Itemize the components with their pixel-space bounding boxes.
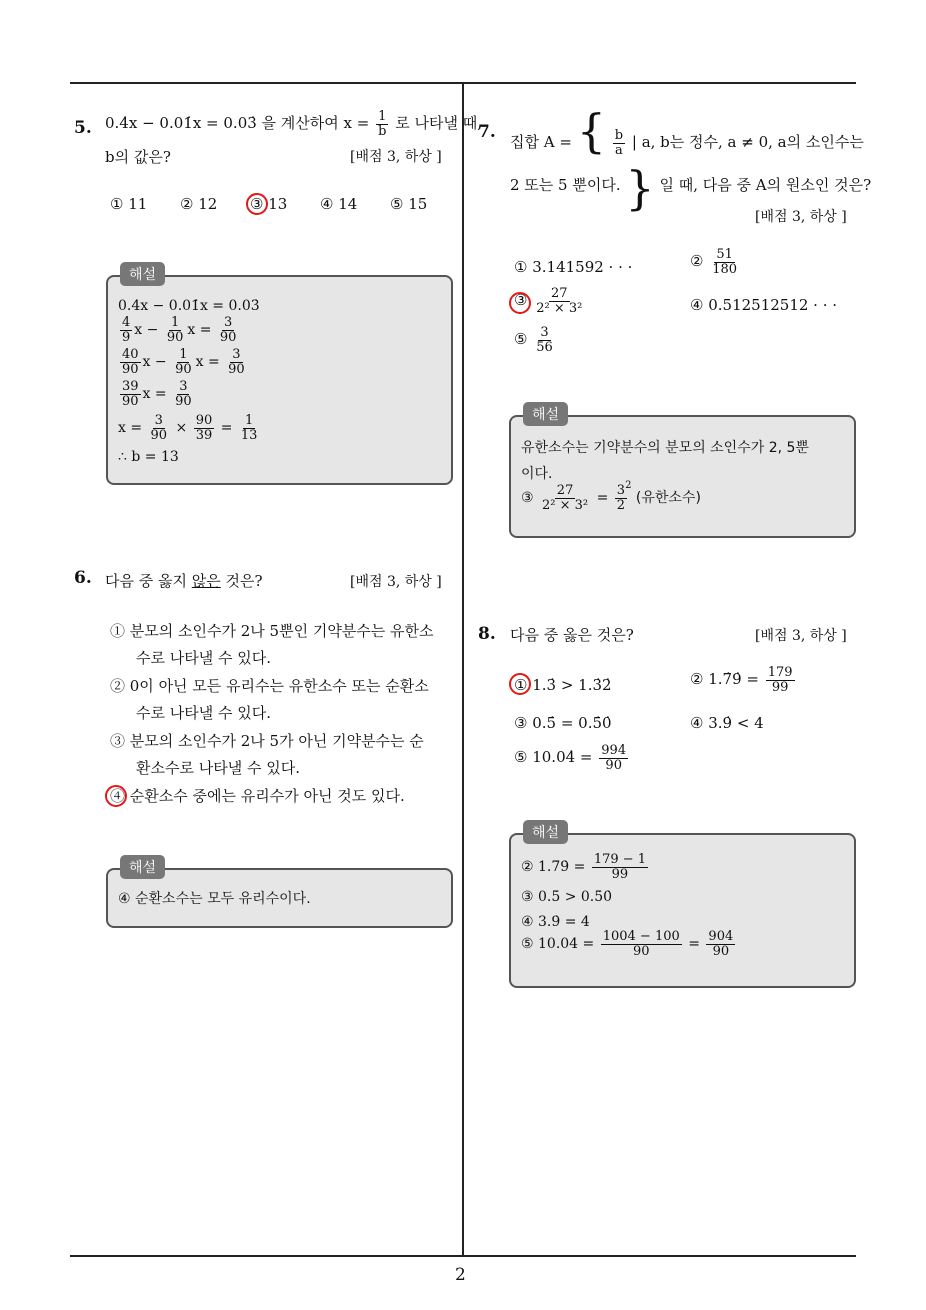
q5-sol-line3: $\frac{40}{90}$ x − $\frac{1}{90}$ x = $\frac{3}{90}$ — [122, 347, 245, 377]
q7-stem-line2: 2 또는 5 뿐이다. } 일 때, 다음 중 A의 원소인 것은? — [510, 161, 872, 215]
q7-stem-line1: 집합 A = { $\frac{b}{a}$ | a, b는 정수, a ≠ 0, a의 소인수는 — [510, 104, 864, 158]
q5-equation: 0.4̇x − 0.01̇x = 0.03̇ 을 계산하여 x = — [105, 114, 370, 133]
q5-sol-line2: $\frac{4}{9}$ x − $\frac{1}{90}$ x = $\frac{3}{90}$ — [122, 315, 237, 345]
bottom-rule — [70, 1255, 856, 1257]
q5-sol-line5: x = $\frac{3}{90}$ × $\frac{90}{39}$ = $\frac{1}{13}$ — [118, 413, 258, 443]
q7-sol-line3: ③ $\frac{27}{\text{2² × 3²}}$ = $\frac{3}{2}$ $^2$ (유한소수) — [521, 480, 701, 513]
q7-choice-1[interactable]: ① 3.141592 · · · — [514, 258, 633, 276]
q7-solution-label: 해설 — [523, 402, 568, 426]
q5-choice-4[interactable]: ④ 14 — [320, 195, 358, 213]
q5-stem — [105, 110, 482, 138]
q8-answer-mark — [509, 673, 531, 695]
q6-choice-4[interactable]: ④ 순환소수 중에는 유리수가 아닌 것도 있다. — [110, 787, 405, 805]
q5-fraction: $\frac{1}{b}$ — [378, 109, 387, 139]
q8-choice-2[interactable]: ② 1.7̇9̇ = $\frac{179}{99}$ — [690, 665, 793, 695]
q7-choice-3[interactable]: ③ $\frac{27}{\text{2² × 3²}}$ — [514, 286, 583, 316]
q6-answer-mark — [105, 785, 127, 807]
q5-sol-line6: ∴ b = 13 — [118, 449, 179, 465]
q6-choice-2[interactable]: ② 0이 아닌 모든 유리수는 유한소수 또는 순환소 수로 나타낼 수 있다. — [110, 677, 429, 722]
q8-sol-line2: ③ 0.5̇ > 0.5̇0̇ — [521, 889, 613, 905]
q8-choice-3[interactable]: ③ 0.5̇ = 0.5̇0̇ — [514, 714, 612, 732]
q6-number: 6. — [74, 568, 92, 588]
set-open-brace: { — [576, 104, 606, 158]
q7-choice-5[interactable]: ⑤ $\frac{3}{56}$ — [514, 325, 553, 355]
q8-stem: 다음 중 옳은 것은? — [510, 626, 634, 644]
q5-solution-label: 해설 — [120, 262, 165, 286]
q7-solution-box — [509, 415, 856, 538]
q7-choice-4[interactable]: ④ 0.512512512 · · · — [690, 296, 838, 314]
q8-choice-5[interactable]: ⑤ 10.04̇ = $\frac{994}{90}$ — [514, 743, 627, 773]
q6-choice-3[interactable]: ③ 분모의 소인수가 2나 5가 아닌 기약분수는 순 환소수로 나타낼 수 있다. — [110, 732, 424, 777]
q5-choice-2[interactable]: ② 12 — [180, 195, 218, 213]
q7-sol-line2: 이다. — [521, 466, 553, 482]
q5-stem-line2: b의 값은? — [105, 148, 171, 166]
q7-number: 7. — [478, 122, 496, 142]
q5-choice-1[interactable]: ① 11 — [110, 195, 148, 213]
q5-points: [배점 3, 하상 ] — [350, 149, 442, 165]
q5-sol-line4: $\frac{39}{90}$ x = $\frac{3}{90}$ — [122, 379, 192, 409]
q5-sol-line1: 0.4̇x − 0.01̇x = 0.03̇ — [118, 298, 260, 314]
q8-choice-4[interactable]: ④ 3.9̇ < 4 — [690, 714, 764, 732]
q8-sol-line1: ② 1.7̇9̇ = $\frac{179 - 1}{99}$ — [521, 852, 647, 882]
q6-underline-word: 않은 — [191, 572, 221, 590]
q6-solution-label: 해설 — [120, 855, 165, 879]
q5-text-tail: 로 나타낼 때, — [395, 114, 482, 133]
q7-choice-2[interactable]: ② $\frac{51}{180}$ — [690, 247, 738, 277]
q6-sol-text: ④ 순환소수는 모두 유리수이다. — [118, 891, 311, 907]
q5-choice-3[interactable]: ③ 13 — [250, 195, 288, 213]
q7-sol-line1: 유한소수는 기약분수의 분모의 소인수가 2, 5뿐 — [521, 440, 809, 456]
q6-points: [배점 3, 하상 ] — [350, 574, 442, 590]
q6-choice-1[interactable]: ① 분모의 소인수가 2나 5뿐인 기약분수는 유한소 수로 나타낼 수 있다. — [110, 622, 434, 667]
q8-number: 8. — [478, 624, 496, 644]
q5-answer-mark — [246, 193, 268, 215]
page-number: 2 — [455, 1265, 466, 1285]
q8-sol-line3: ④ 3.9̇ = 4 — [521, 914, 590, 930]
q8-choice-1[interactable]: ① 1.3̇ > 1.3̇2̇ — [514, 676, 612, 694]
set-close-brace: } — [625, 161, 655, 215]
q7-answer-mark — [509, 292, 531, 314]
q8-points: [배점 3, 하상 ] — [755, 628, 847, 644]
q5-choice-5[interactable]: ⑤ 15 — [390, 195, 428, 213]
q7-points: [배점 3, 하상 ] — [755, 209, 847, 225]
q8-sol-line4: ⑤ 10.04̇ = $\frac{1004 - 100}{90}$ = $\frac{904}{90}$ — [521, 929, 734, 959]
q5-number: 5. — [74, 118, 92, 138]
column-divider — [462, 82, 464, 1256]
q6-stem: 다음 중 옳지 않은 것은? — [105, 572, 263, 590]
q8-solution-label: 해설 — [523, 820, 568, 844]
